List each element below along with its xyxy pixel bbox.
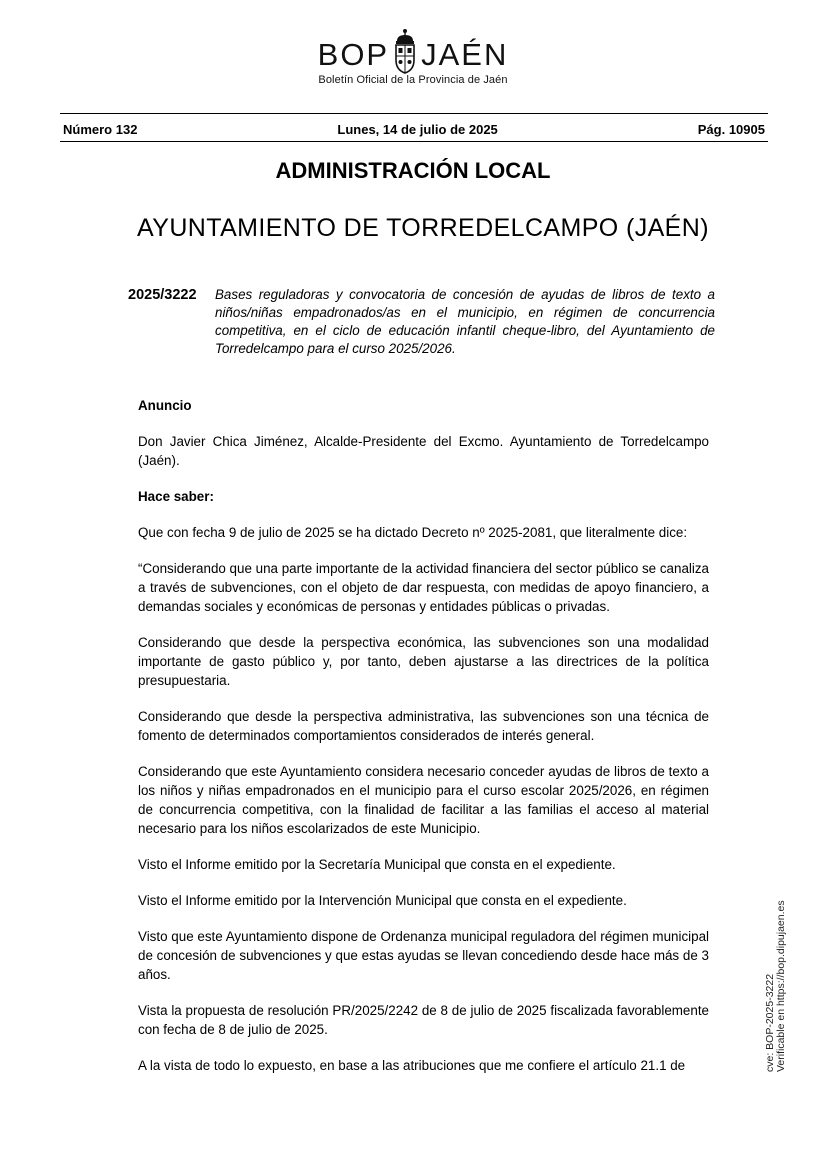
- paragraph: Considerando que desde la perspectiva administrativa, las subvenciones son una técnica de fomento de determinados comportamientos considerados de interés general.: [138, 709, 709, 743]
- page-number: Pág. 10905: [697, 121, 765, 137]
- paragraph: A la vista de todo lo expuesto, en base a las atribuciones que me confiere el artículo 21.1 de: [138, 1058, 686, 1073]
- announcement-heading: Anuncio: [138, 398, 192, 413]
- issue-number: Número 132: [63, 121, 138, 137]
- hace-saber-heading: Hace saber:: [138, 489, 214, 504]
- announcement-body: [138, 396, 709, 1092]
- header-top-rule: [60, 113, 768, 114]
- masthead: [0, 26, 826, 86]
- paragraph: Don Javier Chica Jiménez, Alcalde-Presidente del Excmo. Ayuntamiento de Torredelcampo (Jaén).: [138, 434, 709, 468]
- masthead-right-word: JAÉN: [421, 37, 509, 72]
- paragraph: “Considerando que una parte importante de la actividad financiera del sector público se canaliza a través de subvenciones, con el objeto de dar respuesta, con medidas de apoyo financiero, a demandas sociales y económicas de personas y entidades públicas o privadas.: [138, 561, 709, 614]
- paragraph: Considerando que este Ayuntamiento considera necesario conceder ayudas de libros de texto a los niños y niñas empadronados en el municipio para el curso escolar 2025/2026, en régimen de concurrencia competitiva, con la finalidad de facilitar a las familias el acceso al material necesario para los niños escolarizados de este Municipio.: [138, 764, 709, 836]
- paragraph: Que con fecha 9 de julio de 2025 se ha dictado Decreto nº 2025-2081, que literalmente dice:: [138, 525, 688, 540]
- paragraph: Visto el Informe emitido por la Intervención Municipal que consta en el expediente.: [138, 893, 627, 908]
- reference-summary: Bases reguladoras y convocatoria de concesión de ayudas de libros de texto a niños/niñas empadronados/as en el municipio, en régimen de concurrencia competitiva, en el ciclo de educación infantil cheque-libro, del Ayuntamiento de Torredelcampo para el curso 2025/2026.: [215, 287, 715, 356]
- header-bottom-rule: [60, 141, 768, 142]
- verification-link[interactable]: Verificable en https://bop.dipujaen.es: [775, 900, 787, 1072]
- paragraph: Vista la propuesta de resolución PR/2025/2242 de 8 de julio de 2025 fiscalizada favorablemente con fecha de 8 de julio de 2025.: [138, 1003, 709, 1037]
- cve-code: cve: BOP-2025-3222: [764, 973, 776, 1072]
- paragraph: Visto el Informe emitido por la Secretaría Municipal que consta en el expediente.: [138, 857, 616, 872]
- issue-header: [63, 119, 765, 139]
- section-title: ADMINISTRACIÓN LOCAL: [275, 158, 551, 183]
- masthead-left-word: BOP: [317, 37, 390, 72]
- verification-note: [765, 882, 787, 1072]
- reference-number: 2025/3222: [128, 287, 197, 303]
- paragraph: Visto que este Ayuntamiento dispone de Ordenanza municipal reguladora del régimen municipal de concesión de subvenciones y que estas ayudas se llevan concediendo desde hace más de 3 años.: [138, 929, 709, 982]
- issue-date: Lunes, 14 de julio de 2025: [337, 121, 498, 137]
- masthead-subtitle: Boletín Oficial de la Provincia de Jaén: [318, 74, 508, 86]
- entity-title: AYUNTAMIENTO DE TORREDELCAMPO (JAÉN): [137, 214, 709, 242]
- paragraph: Considerando que desde la perspectiva económica, las subvenciones son una modalidad importante de gasto público y, por tanto, deben ajustarse a las directrices de la política presupuestaria.: [138, 635, 709, 688]
- coat-of-arms-icon: [392, 28, 418, 74]
